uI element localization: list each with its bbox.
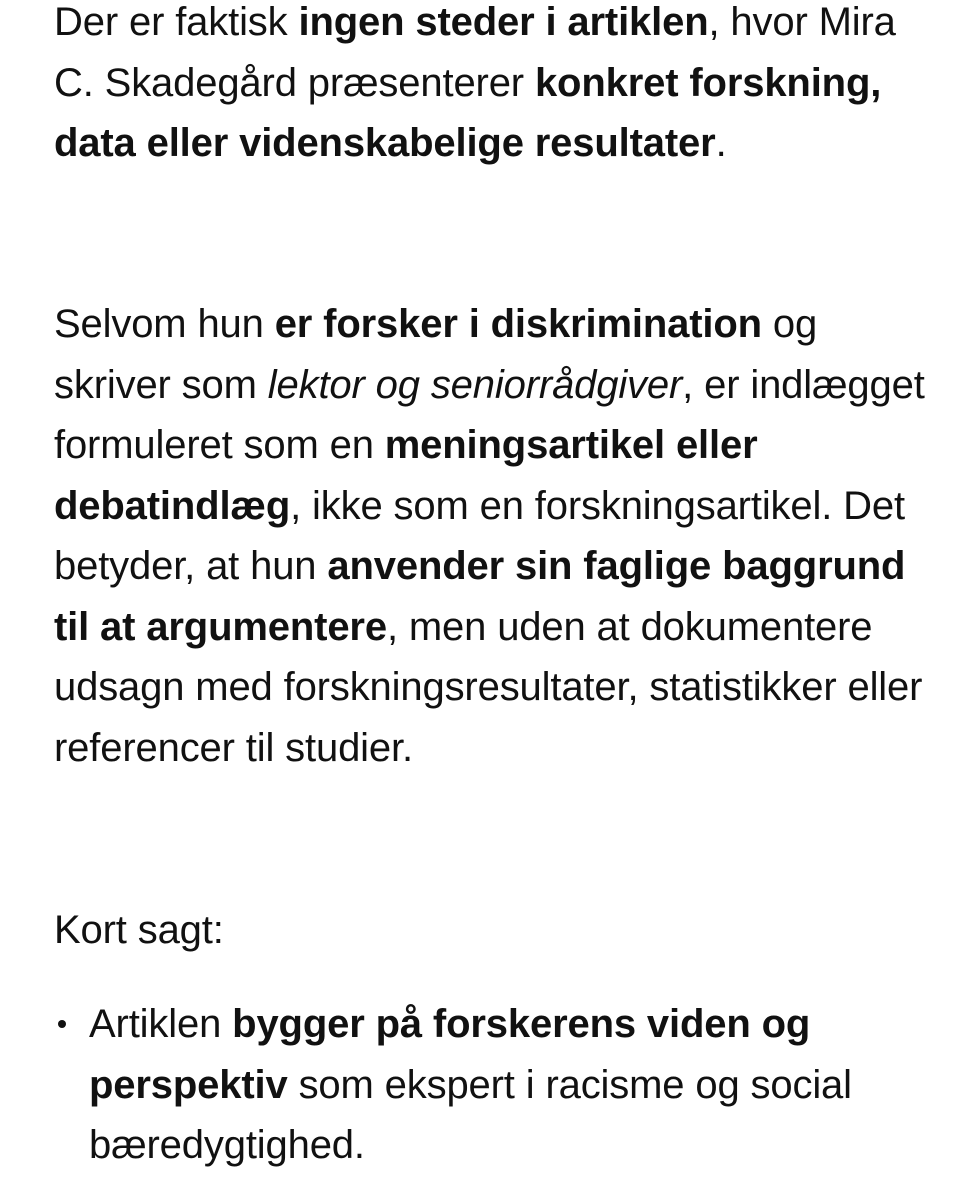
bold-run: er forsker i diskrimination <box>274 302 762 346</box>
bullet-dot-icon <box>58 1020 66 1028</box>
bold-run: meningsartikel eller debatindlæg <box>54 423 758 528</box>
list-item <box>54 994 954 1176</box>
paragraph-1 <box>54 0 934 174</box>
text-run: Kort sagt: <box>54 908 224 952</box>
text-run: og skriver som <box>54 302 818 407</box>
paragraph-3 <box>54 900 934 961</box>
bold-run: bygger på forskerens viden og perspektiv <box>89 1002 811 1107</box>
text-run: , hvor Mira C. Skadegård præsenterer <box>54 0 896 105</box>
text-run: , men uden at dokumentere udsagn med forskningsresultater, statistikker eller referencer til studier. <box>54 604 923 770</box>
text-run: som ekspert i racisme og social bæredygtighed. <box>89 1062 852 1167</box>
italic-run: lektor og seniorrådgiver <box>267 362 683 407</box>
text-run: . <box>715 121 727 165</box>
text-run: Artiklen <box>89 1002 233 1046</box>
bullet-list <box>54 994 954 1176</box>
paragraph-2 <box>54 294 934 778</box>
text-run: Der er faktisk <box>54 0 299 44</box>
text-run: , er indlægget formuleret som en <box>54 362 925 467</box>
text-run: , ikke som en forskningsartikel. Det betyder, at hun <box>54 483 905 588</box>
bold-run: ingen steder i artiklen <box>298 0 709 44</box>
text-run: Selvom hun <box>54 302 275 346</box>
bold-run: konkret forskning, data eller videnskabelige resultater <box>54 60 882 165</box>
bold-run: anvender sin faglige baggrund til at argumentere <box>54 544 906 649</box>
